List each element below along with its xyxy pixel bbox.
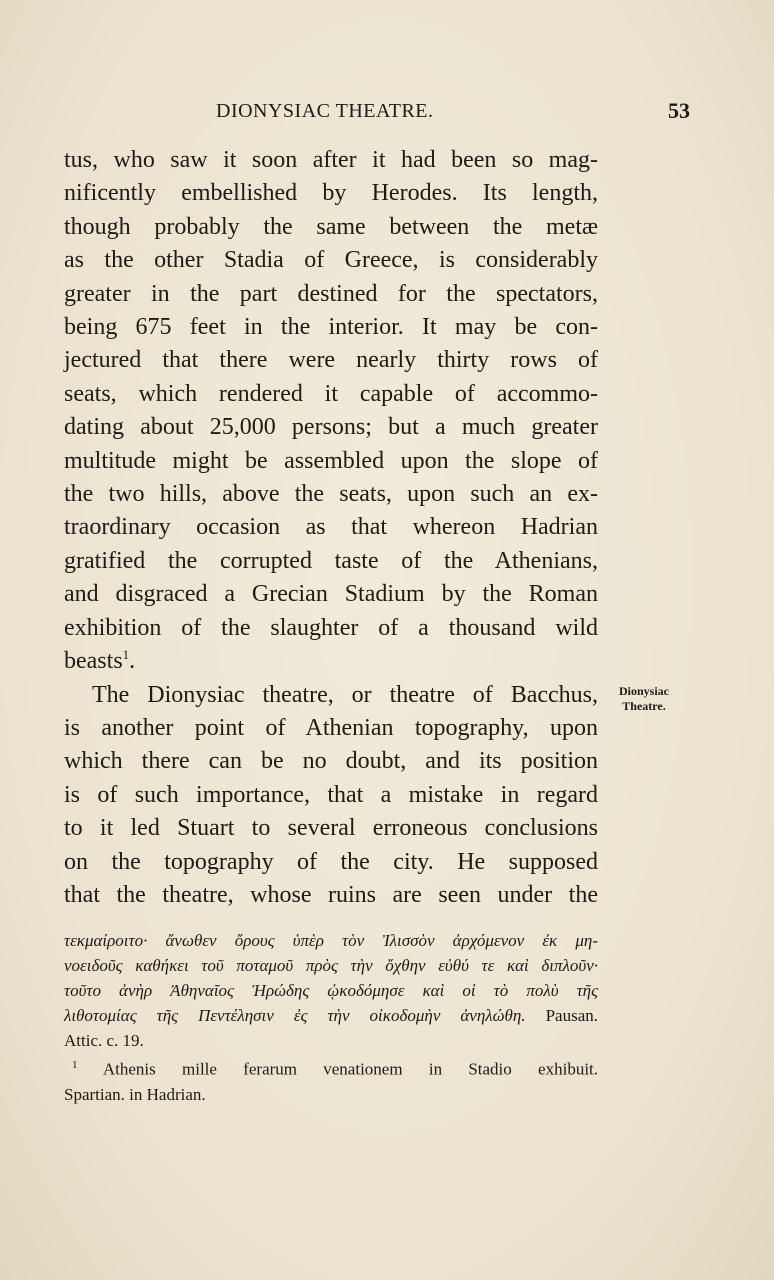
text-line: which there can be no doubt, and its position [64,748,598,775]
text-line: being 675 feet in the interior. It may be con- [64,314,598,341]
text-line: nificently embellished by Herodes. Its length, [64,180,598,207]
footnote-greek-line [64,1003,598,1028]
footnote-greek-line: νοειδοῦς καθήκει τοῦ ποταμοῦ πρὸς τὴν ὄχθην εὐθύ τε καὶ διπλοῦν· [64,956,598,975]
text-line: The Dionysiac theatre, or theatre of Bacchus, [92,681,598,708]
text-line: on the topography of the city. He supposed [64,848,598,875]
text-line: is another point of Athenian topography, upon [64,714,598,741]
footnote-ref: 1 [122,647,130,663]
text-line: to it led Stuart to several erroneous conclusions [64,815,598,842]
footnote-citation-line: Attic. c. 19. [64,1031,144,1050]
text-line: and disgraced a Grecian Stadium by the Roman [64,581,598,608]
body-text [64,144,598,912]
text-line: dating about 25,000 persons; but a much greater [64,414,598,441]
text-line: multitude might be assembled upon the slope of [64,447,598,474]
text-fragment: beasts [64,648,123,675]
text-line: gratified the corrupted taste of the Athenians, [64,547,598,574]
text-line: greater in the part destined for the spectators, [64,280,598,307]
text-line [64,645,598,678]
text-fragment: . [129,648,136,675]
text-line: traordinary occasion as that whereon Hadrian [64,514,598,541]
margin-note [604,684,684,714]
running-head [64,98,690,128]
text-line: jectured that there were nearly thirty rows of [64,347,598,374]
footnotes [64,928,598,1107]
text-line: the two hills, above the seats, upon such an ex- [64,481,598,508]
footnote-greek-line: τεκμαίροιτο· ἄνωθεν ὄρους ὑπὲρ τὸν Ἰλισσὸν ἀρχόμενον ἐκ μη- [64,931,598,950]
margin-note-line: Dionysiac [618,684,669,698]
page-number: 53 [668,98,690,123]
text-line: though probably the same between the metæ [64,213,598,240]
text-line: is of such importance, that a mistake in regard [64,781,598,808]
text-line: seats, which rendered it capable of accommo- [64,380,598,407]
running-title: DIONYSIAC THEATRE. [216,100,434,122]
footnote-citation: Pausan. [545,1006,599,1025]
text-line: that the theatre, whose ruins are seen under the [64,881,598,908]
footnote-line [64,1053,598,1082]
footnote-marker: 1 [72,1059,78,1071]
text-line: tus, who saw it soon after it had been so mag- [64,147,598,173]
text-line: as the other Stadia of Greece, is considerably [64,247,598,274]
margin-note-line: Theatre. [622,699,666,713]
footnote-text: Athenis mille ferarum venationem in Stadio exhibuit. [102,1059,599,1079]
footnote-greek-text: λιθοτομίας τῆς Πεντέλησιν ἐς τὴν οἰκοδομὴν ἀνηλώθη. [64,1006,526,1025]
footnote-line: Spartian. in Hadrian. [64,1084,206,1104]
text-line: exhibition of the slaughter of a thousand wild [64,614,598,641]
footnote-greek-line: τοῦτο ἀνὴρ Ἀθηναῖος Ἡρώδης ᾠκοδόμησε καὶ οἱ τὸ πολὺ τῆς [64,981,598,1000]
